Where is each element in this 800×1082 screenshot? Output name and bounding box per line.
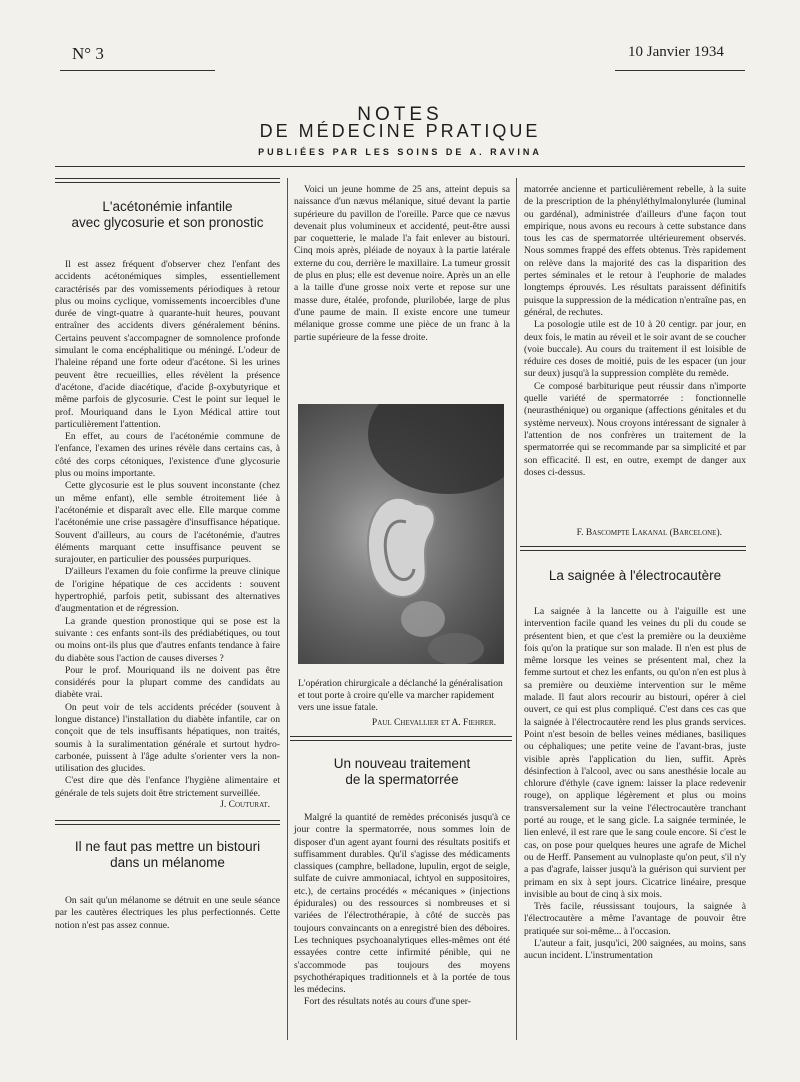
masthead-rule (55, 166, 745, 167)
article-melanome-intro (55, 895, 280, 932)
paragraph: D'ailleurs l'examen du foie confirme la preuve clinique de l'origine hépatique de ces accidents : souvent hypertrophié, parfois petit, subissant des alternatives d'augmentation et de régression. (55, 566, 280, 615)
column-divider-1 (287, 178, 288, 1040)
article-acetonemie-title (55, 199, 280, 231)
article-melanome-body (294, 184, 510, 344)
article-saignee-title: La saignée à l'électrocautère (548, 568, 722, 583)
paragraph: Cette glycosurie est le plus souvent inconstante (chez un même enfant), elle semble étroitement liée à l'acétonémie et disparaît avec elle. Elle marque comme l'acétonémie une crise passagère d'insuffisance hépatique. Souvent d'ailleurs, au cours de l'acétonémie, d'autres éléments marquant cette insuffisance peuvent se surajouter, en particulier des poussées purpuriques. (55, 480, 280, 566)
paragraph: Fort des résultats notés au cours d'une sper- (304, 996, 471, 1008)
issue-date: 10 Janvier 1934 (628, 44, 724, 60)
signature: Paul Chevallier et A. Fiehrer. (371, 718, 496, 728)
signature: J. Couturat. (220, 800, 270, 811)
article-spermatorree-title (294, 756, 510, 788)
paragraph: Voici un jeune homme de 25 ans, atteint depuis sa naissance d'un nævus mélanique, situé devant la partie supérieure du pavillon de l'oreille. Parce que ce nævus devenait plus volumineux et accidenté, peut-être aussi par coquetterie, le malade l'a fait enlever au bistouri. Cinq mois après, pléiade de noyaux à la partie latérale externe du cou, derrière le maxillaire. La tumeur grossit de plus en plus; elle est devenue noire. Après un an elle a la taille d'une grosse noix verte et repose sur une masse dure, étalée, profonde, plurilobée, large de plus d'une paume de main. Il existe encore une tumeur mélanique grosse comme une pièce de un franc à la partie supérieure de la fesse droite. (294, 184, 510, 343)
title-line: Il ne faut pas mettre un bistouri (74, 839, 261, 855)
article-top-rule (55, 178, 280, 183)
title-line: dans un mélanome (110, 855, 225, 871)
column-divider-2 (516, 178, 517, 1040)
column-1 (55, 178, 280, 932)
paragraph: On sait qu'un mélanome se détruit en une seule séance par les cautères électriques les plus perfectionnés. Cette notion n'est pas assez connue. (55, 895, 280, 931)
photo-caption: L'opération chirurgicale a déclanché la généralisation et tout porte à croire qu'elle va marcher rapidement vers une issue fatale. (298, 678, 503, 713)
article-melanome-title (55, 839, 280, 871)
masthead-title-line2: DE MÉDECINE PRATIQUE (259, 121, 541, 141)
article-acetonemie-body (55, 259, 280, 800)
article-saignee-body (524, 606, 746, 963)
article-spermatorree-continued (524, 184, 746, 479)
article-separator (520, 546, 746, 551)
title-line: avec glycosurie et son pronostic (71, 215, 264, 230)
paragraph: On peut voir de tels accidents précéder (souvent à longue distance) l'installation du diabète infantile, car on conçoit que de tels insuffisants hépatiques, non traités, soumis à la suralimentation générale et surtout hydro-carbonée, puissent à l'âge adulte s'orienter vers la non-utilisation des glucides. (55, 701, 280, 775)
column-2 (294, 184, 510, 344)
article-separator (55, 820, 280, 825)
masthead-subtitle: PUBLIÉES PAR LES SOINS DE A. RAVINA (258, 147, 542, 157)
paragraph: Pour le prof. Mouriquand ils ne doivent pas être considérés pour la plupart comme des candidats au diabète vrai. (55, 664, 280, 701)
issue-number: N° 3 (72, 44, 104, 63)
paragraph: En effet, au cours de l'acétonémie commune de l'enfance, l'examen des urines révèle dans certains cas, à côté des corps cétoniques, l'existence d'une glycosurie plus ou moins importante. (55, 431, 280, 480)
article-separator (290, 736, 512, 741)
signature: F. Bascompte Lakanal (Barcelone). (576, 528, 722, 538)
title-line: L'acétonémie infantile (102, 199, 233, 214)
paragraph: La saignée à la lancette ou à l'aiguille est une intervention facile quand les veines du pli du coude se présentent bien, et que c'est la première ou la deuxième fois qu'on la pratique sur son malade. Il n'en est plus de même lorsque les veines se présentent mal, chez la femme surtout et chez les enfants, ou qu'on n'en est plus à sa première ou deuxième intervention sur le même malade. Il faut alors recourir au bistouri, opérer à ciel ouvert, ce qui est plus compliqué. C'est dans ces cas que la saignée à l'électrocautère rend les plus grands services. Point n'est besoin de belles veines médianes, basiliques ou céphaliques; une petite veine de l'avant-bras, juste visible après l'application du lien, suffit. Après désinfection à l'alcool, avec ou sans anesthésie locale au chlorure d'éthyle (cave ignem: laisser la place redevenir rouge), on applique légèrement et plus ou moins transversalement sur la veine l'électrocautère tranchant porté au rouge, et le sang gicle. La saignée terminée, le lien enlevé, il est rare que le sang coule encore. Si c'est le cas, on pose pour quelques heures une agrafe de Michel ou de Herff. Pansement au vulnoplaste qu'on peut, s'il n'y a pas d'agrafe, laisser jusqu'à la guérison qui survient per primam en six à sept jours. Cicatrice linéaire, presque invisible au bout de cinq à six mois. (524, 606, 746, 900)
ear-melanoma-photo (298, 404, 504, 664)
paragraph: matorrée ancienne et particulièrement rebelle, à la suite de la prescription de la phényléthylmalonylurée (luminal ou gardénal), administrée d'ailleurs d'une façon tout empirique, nous avons eu recours à cette substance dans tous les cas de spermatorrée ultérieurement observés. Nous sommes frappé des effets obtenus. Très rapidement on relève dans la majorité des cas la disparition des pertes séminales et le retour à l'euphorie de malades longtemps éprouvés. Les résultats paraissent définitifs puisque la suppression de la médication n'entraîne pas, en général, de rechutes. (524, 184, 746, 318)
paragraph: Très facile, réussissant toujours, la saignée à l'électrocautère a même l'avantage de pouvoir être pratiquée sur soi-même... à l'occasion. (524, 901, 746, 937)
masthead-title-line1: NOTES (357, 104, 443, 125)
title-line: Un nouveau traitement (333, 756, 471, 771)
header-rule-right (615, 70, 745, 71)
paragraph: C'est dire que dès l'enfance l'hygiène alimentaire et générale de tels sujets doit être strictement surveillée. (55, 775, 280, 799)
paragraph: La posologie utile est de 10 à 20 centigr. par jour, en deux fois, le matin au réveil et le soir avant de se coucher (voie buccale). Au cours du traitement il est loisible de réduire ces doses de moitié, puis de les espacer (un jour sur deux) jusqu'à la suppression complète du remède. (524, 319, 746, 380)
ear-photo-drawing (298, 404, 504, 664)
paragraph: Malgré la quantité de remèdes préconisés jusqu'à ce jour contre la spermatorrée, nous sommes loin de disposer d'un agent ayant fourni des résultats positifs et suffisamment durables. Qu'il s'agisse des médicaments classiques (camphre, belladone, lupulin, ergot de seigle, sulfate de cuivre ammoniacal, ichtyol en suppositoires, etc.), de certains procédés « mécaniques » (injections épidurales) ou des ressources si nombreuses et si variées de l'électrothérapie, à côté de succès pas toujours convaincants on a enregistré bien des déboires. Les techniques psychoanalytiques elles-mêmes ont été essayées contre cette infirmité pénible, qui ne s'accommode pas toujours des moyens psychothérapiques traditionnels et à la portée de tous les médecins. (294, 812, 510, 996)
paragraph: Ce composé barbiturique peut réussir dans n'importe quelle variété de spermatorrée : fonctionnelle (neurasthénique) ou organique (affections génitales et du système nerveux). Nous croyons intéressant de signaler à l'attention de nos confrères un traitement de la spermatorrée qui se recommande par sa simplicité et par son efficacité. Il est, en outre, exempt de danger aux doses ci-dessus. (524, 380, 746, 478)
paragraph: L'auteur a fait, jusqu'ici, 200 saignées, au moins, sans aucun incident. L'instrumentation (524, 938, 746, 962)
title-line: de la spermatorrée (345, 772, 459, 787)
header-rule-left (60, 70, 215, 71)
article-spermatorree-body (294, 812, 510, 1009)
paragraph: La grande question pronostique qui se pose est la suivante : ces enfants sont-ils des prédiabétiques, ou tout ou moins ont-ils plus que d'autres enfants tendance à faire du diabète sous l'action de causes diverses ? (55, 615, 280, 664)
paragraph: Il est assez fréquent d'observer chez l'enfant des accidents acétonémiques simples, essentiellement caractérisés par des vomissements périodiques à retour plus ou moins cyclique, vomissements incoercibles d'une durée de vingt-quatre à quarante-huit heures, pouvant entraîner des accidents divers généralement bénins. Certains peuvent s'accompagner de somnolence profonde simulant le coma encéphalitique ou méningé. L'odeur de l'haleine répand une forte odeur d'acétone. Si les urines peuvent être recueillies, elles révèlent la présence d'acétone, d'acide diacétique, d'acide β-oxybutyrique et même parfois de glycosurie. C'est le point sur lequel le prof. Mouriquand dans le Lyon Médical attire tout particulièrement l'attention. (55, 259, 280, 430)
